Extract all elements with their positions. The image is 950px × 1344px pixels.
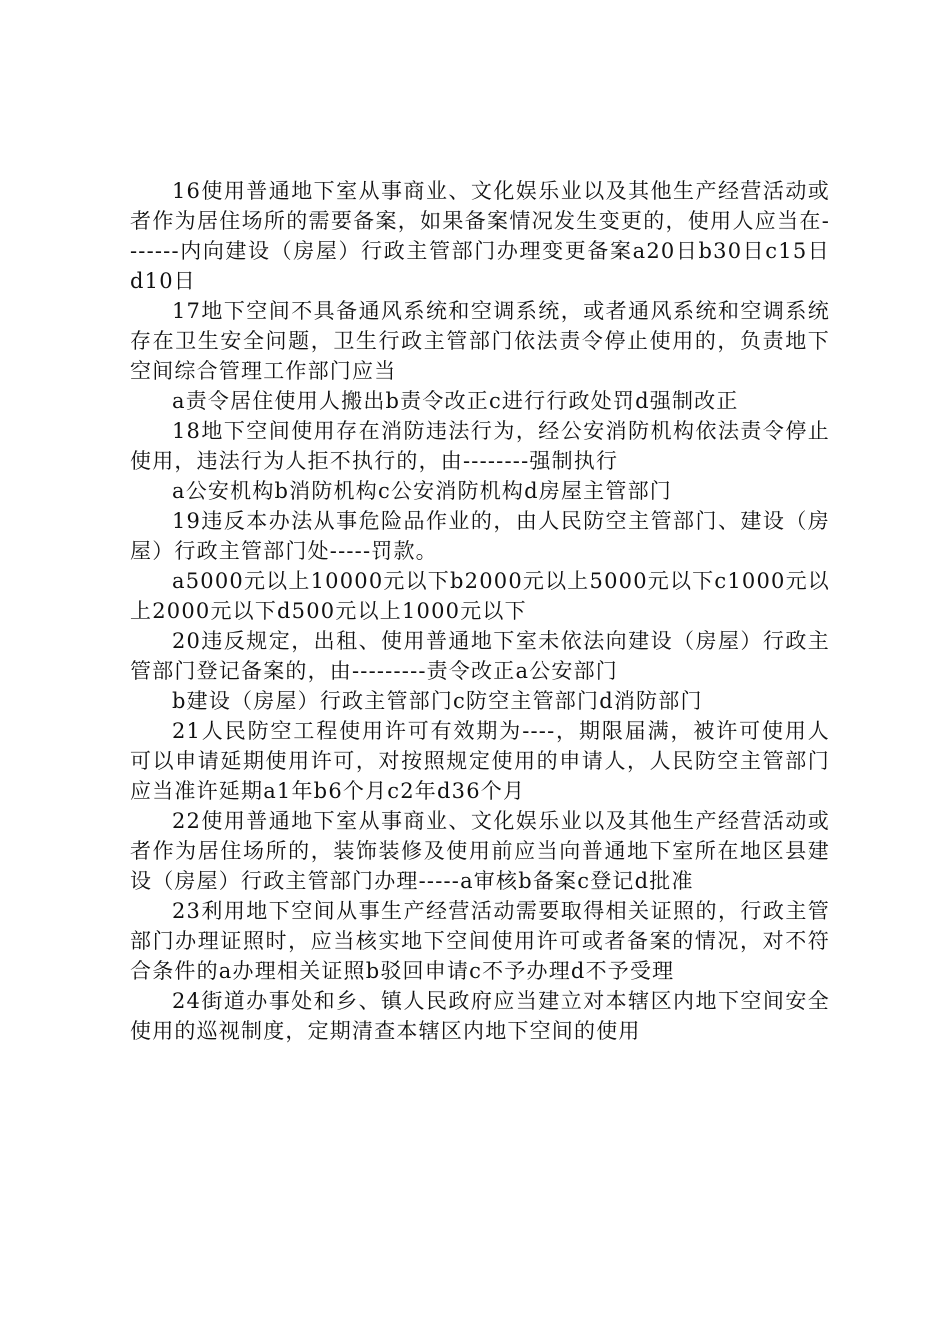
question-22-paragraph: 22使用普通地下室从事商业、文化娱乐业以及其他生产经营活动或者作为居住场所的，装饰装修及使用前应当向普通地下室所在地区县建设（房屋）行政主管部门办理-----a审核b备案c登记d批准	[130, 809, 830, 893]
question-17-paragraph: 17地下空间不具备通风系统和空调系统，或者通风系统和空调系统存在卫生安全问题，卫生行政主管部门依法责令停止使用的，负责地下空间综合管理工作部门应当	[130, 299, 830, 383]
question-16-paragraph: 16使用普通地下室从事商业、文化娱乐业以及其他生产经营活动或者作为居住场所的需要备案，如果备案情况发生变更的，使用人应当在-------内向建设（房屋）行政主管部门办理变更备案a20日b30日c15日d10日	[130, 179, 830, 293]
question-18-paragraph: 18地下空间使用存在消防违法行为，经公安消防机构依法责令停止使用，违法行为人拒不执行的，由--------强制执行	[130, 419, 830, 473]
question-18-options: a公安机构b消防机构c公安消防机构d房屋主管部门	[172, 479, 672, 503]
question-23-paragraph: 23利用地下空间从事生产经营活动需要取得相关证照的，行政主管部门办理证照时，应当核实地下空间使用许可或者备案的情况，对不符合条件的a办理相关证照b驳回申请c不予办理d不予受理	[130, 899, 830, 983]
question-19-paragraph: 19违反本办法从事危险品作业的，由人民防空主管部门、建设（房屋）行政主管部门处-----罚款。	[130, 509, 830, 563]
question-24-paragraph: 24街道办事处和乡、镇人民政府应当建立对本辖区内地下空间安全使用的巡视制度，定期清查本辖区内地下空间的使用	[130, 989, 830, 1043]
question-17-options: a责令居住使用人搬出b责令改正c进行行政处罚d强制改正	[172, 389, 739, 413]
document-body	[130, 176, 830, 1046]
question-19-options: a5000元以上10000元以下b2000元以上5000元以下c1000元以上2000元以下d500元以上1000元以下	[130, 569, 830, 623]
question-21-paragraph: 21人民防空工程使用许可有效期为----，期限届满，被许可使用人可以申请延期使用许可，对按照规定使用的申请人，人民防空主管部门应当准许延期a1年b6个月c2年d36个月	[130, 719, 830, 803]
question-20-options: b建设（房屋）行政主管部门c防空主管部门d消防部门	[172, 689, 703, 713]
question-20-paragraph: 20违反规定，出租、使用普通地下室未依法向建设（房屋）行政主管部门登记备案的，由---------责令改正a公安部门	[130, 629, 830, 683]
